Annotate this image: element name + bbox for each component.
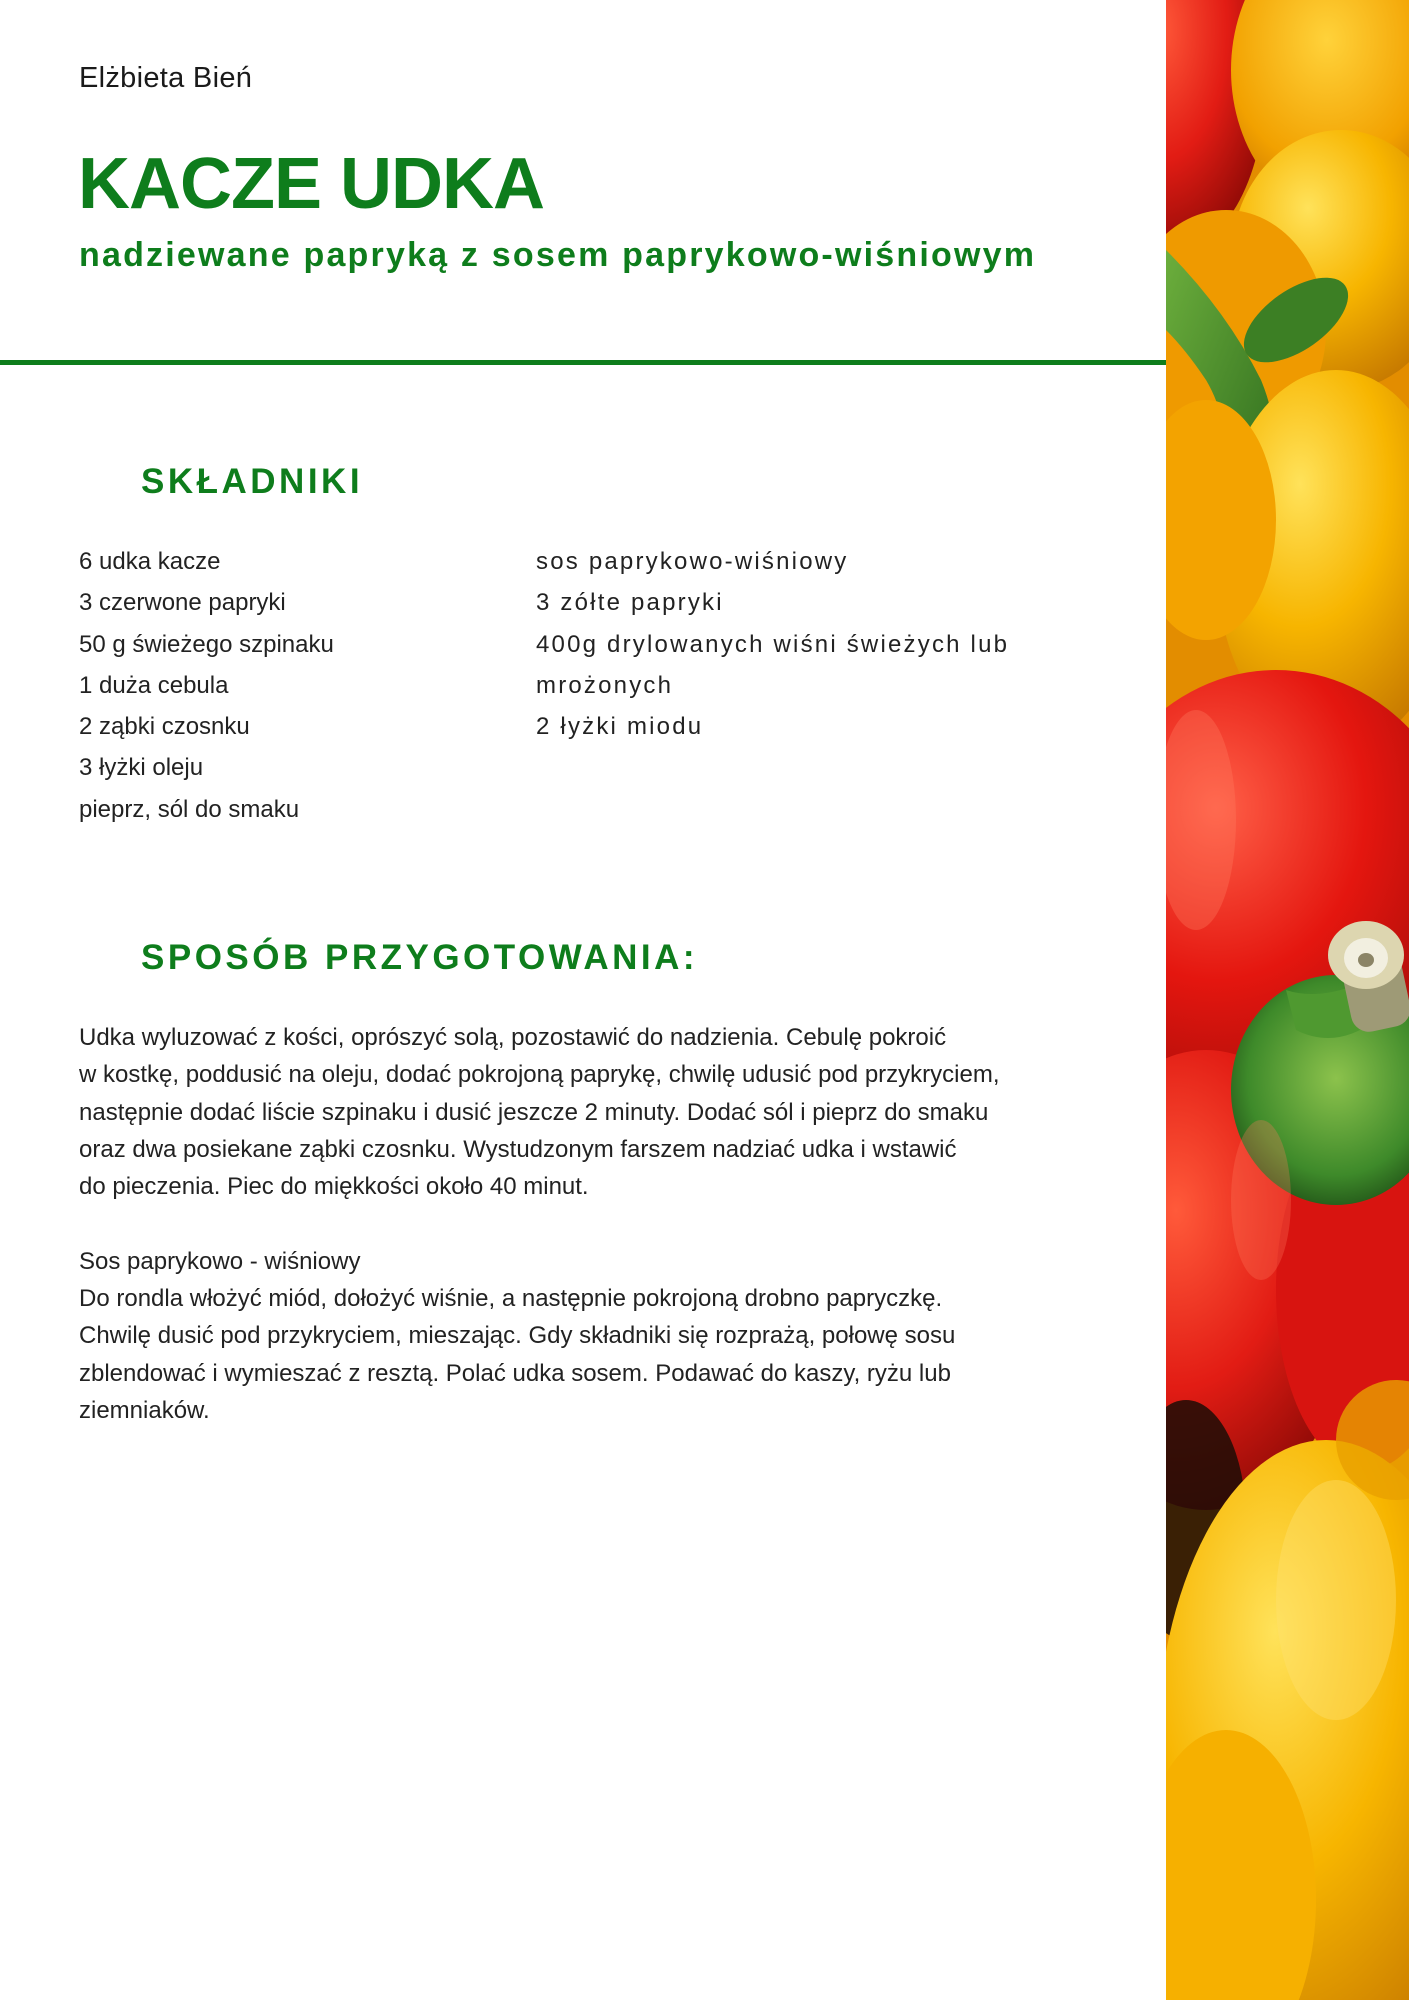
method-paragraph: Udka wyluzować z kości, oprószyć solą, pozostawić do nadzienia. Cebulę pokroić w kostkę, poddusić na oleju, dodać pokrojoną paprykę, chwilę udusić pod przykryciem, następnie dodać liście szpinaku i dusić jeszcze 2 minuty. Dodać sól i pieprz do smaku oraz dwa posiekane ząbki czosnku. Wystudzonym farszem nadziać udka i wstawić do pieczenia. Piec do miękkości około 40 minut.	[79, 1024, 1000, 1201]
ingredient-item: 2 ząbki czosnku	[79, 713, 250, 741]
ingredient-item: 3 łyżki oleju	[79, 754, 204, 782]
ingredient-item: 3 czerwone papryki	[79, 589, 286, 617]
method-heading: SPOSÓB PRZYGOTOWANIA:	[141, 938, 699, 977]
ingredient-item: 50 g świeżego szpinaku	[79, 630, 334, 658]
ingredients-heading: SKŁADNIKI	[141, 462, 364, 501]
ingredient-item: 2 łyżki miodu	[536, 713, 704, 741]
ingredient-item: sos paprykowo-wiśniowy	[536, 548, 849, 575]
peppers-photo	[1166, 0, 1409, 2000]
sauce-paragraph: Do rondla włożyć miód, dołożyć wiśnie, a następnie pokrojoną drobno papryczkę. Chwilę dusić pod przykryciem, mieszając. Gdy składniki się rozprażą, połowę sosu zblendować i wymieszać z resztą. Polać udka sosem. Podawać do kaszy, ryżu lub ziemniaków.	[79, 1285, 956, 1424]
paragraph-spacer	[79, 1205, 1119, 1242]
method-body	[79, 1019, 1119, 1429]
ingredient-item: 400g drylowanych wiśni świeżych lub mrożonych	[536, 630, 1010, 699]
author-name: Elżbieta Bień	[79, 62, 253, 94]
ingredients-list-main	[79, 541, 499, 830]
recipe-subtitle: nadziewane papryką z sosem paprykowo-wiśniowym	[79, 236, 1037, 274]
ingredient-item: pieprz, sól do smaku	[79, 795, 300, 823]
sauce-title: Sos paprykowo - wiśniowy	[79, 1247, 361, 1275]
ingredient-item: 6 udka kacze	[79, 548, 221, 575]
ingredients-list-sauce	[536, 541, 1096, 747]
ingredient-item: 3 zółte papryki	[536, 589, 724, 617]
ingredient-item: 1 duża cebula	[79, 671, 229, 699]
recipe-title: KACZE UDKA	[78, 144, 544, 224]
header-divider	[0, 360, 1166, 365]
